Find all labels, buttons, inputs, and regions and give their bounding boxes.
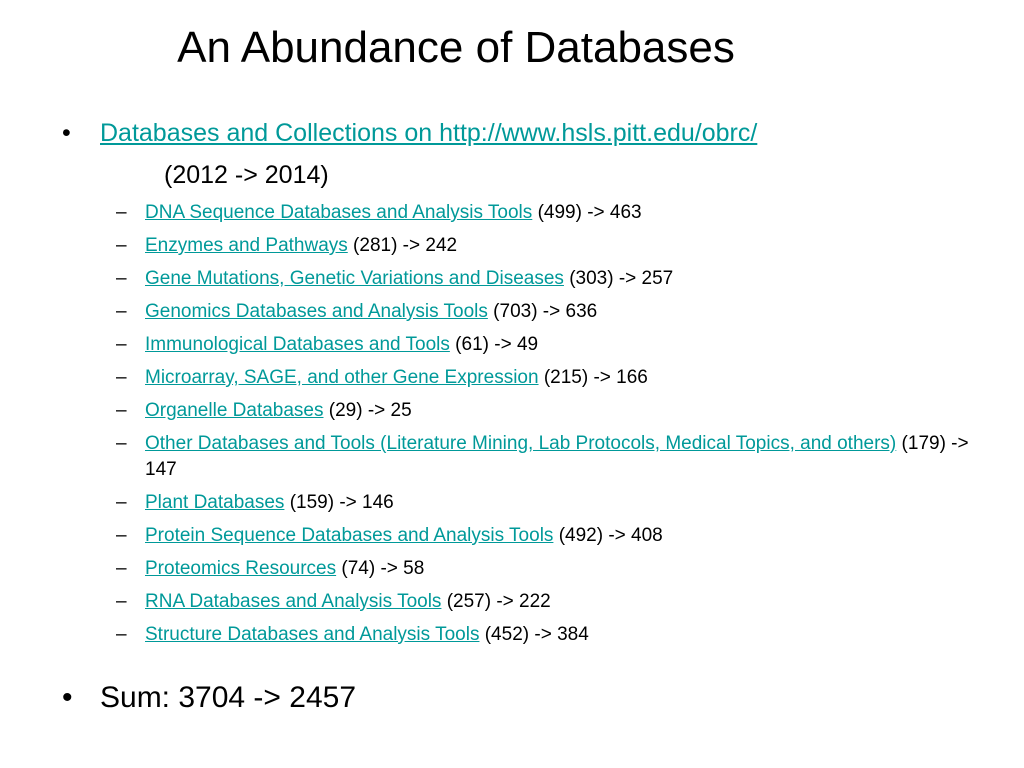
list-item xyxy=(56,200,986,226)
category-count: (74) -> 58 xyxy=(336,558,425,579)
category-count: (257) -> 222 xyxy=(441,591,551,612)
category-count: (215) -> 166 xyxy=(538,367,648,388)
dash-marker: – xyxy=(116,400,127,421)
list-item xyxy=(56,431,986,483)
category-link[interactable]: Protein Sequence Databases and Analysis Tools xyxy=(145,525,554,546)
category-count: (499) -> 463 xyxy=(532,202,642,223)
sum-text: Sum: 3704 -> 2457 xyxy=(100,681,357,714)
year-range-note: (2012 -> 2014) xyxy=(164,161,329,189)
category-link[interactable]: Other Databases and Tools (Literature Mining, Lab Protocols, Medical Topics, and others) xyxy=(145,433,897,454)
bullet-marker: • xyxy=(62,681,73,714)
dash-marker: – xyxy=(116,433,127,454)
dash-marker: – xyxy=(116,558,127,579)
category-count: (61) -> 49 xyxy=(449,334,539,355)
dash-marker: – xyxy=(116,624,127,645)
category-link[interactable]: DNA Sequence Databases and Analysis Tools xyxy=(145,202,533,223)
dash-marker: – xyxy=(116,202,127,223)
list-item xyxy=(56,365,986,391)
list-item xyxy=(56,523,986,549)
category-count: (452) -> 384 xyxy=(479,624,589,645)
category-count: (492) -> 408 xyxy=(553,525,663,546)
category-link[interactable]: Gene Mutations, Genetic Variations and Diseases xyxy=(145,268,564,289)
category-count: (159) -> 146 xyxy=(284,492,394,513)
dash-marker: – xyxy=(116,334,127,355)
bullet-marker: • xyxy=(62,119,71,147)
category-count: (303) -> 257 xyxy=(563,268,674,289)
list-item xyxy=(56,490,986,516)
category-count: (703) -> 636 xyxy=(487,301,598,322)
list-item xyxy=(56,589,986,615)
sum-bullet xyxy=(56,680,986,716)
dash-marker: – xyxy=(116,367,127,388)
category-link[interactable]: Genomics Databases and Analysis Tools xyxy=(145,301,488,322)
main-bullet xyxy=(56,118,986,148)
list-item xyxy=(56,332,986,358)
dash-marker: – xyxy=(116,235,127,256)
category-count: (29) -> 25 xyxy=(323,400,412,421)
category-count: (179) -> 147 xyxy=(145,433,969,480)
database-category-list xyxy=(56,200,986,648)
list-item xyxy=(56,266,986,292)
slide-content xyxy=(56,118,986,716)
category-link[interactable]: Enzymes and Pathways xyxy=(145,235,348,256)
list-item xyxy=(56,556,986,582)
slide-title: An Abundance of Databases xyxy=(177,23,735,72)
category-link[interactable]: Microarray, SAGE, and other Gene Expression xyxy=(145,367,539,388)
category-count: (281) -> 242 xyxy=(347,235,458,256)
category-link[interactable]: Proteomics Resources xyxy=(145,558,337,579)
list-item xyxy=(56,299,986,325)
dash-marker: – xyxy=(116,268,127,289)
list-item xyxy=(56,622,986,648)
dash-marker: – xyxy=(116,591,127,612)
dash-marker: – xyxy=(116,525,127,546)
dash-marker: – xyxy=(116,492,127,513)
obrc-link[interactable]: Databases and Collections on http://www.hsls.pitt.edu/obrc/ xyxy=(100,119,758,147)
category-link[interactable]: Organelle Databases xyxy=(145,400,324,421)
category-link[interactable]: Structure Databases and Analysis Tools xyxy=(145,624,480,645)
category-link[interactable]: RNA Databases and Analysis Tools xyxy=(145,591,442,612)
category-link[interactable]: Plant Databases xyxy=(145,492,285,513)
list-item xyxy=(56,398,986,424)
dash-marker: – xyxy=(116,301,127,322)
list-item xyxy=(56,233,986,259)
category-link[interactable]: Immunological Databases and Tools xyxy=(145,334,450,355)
